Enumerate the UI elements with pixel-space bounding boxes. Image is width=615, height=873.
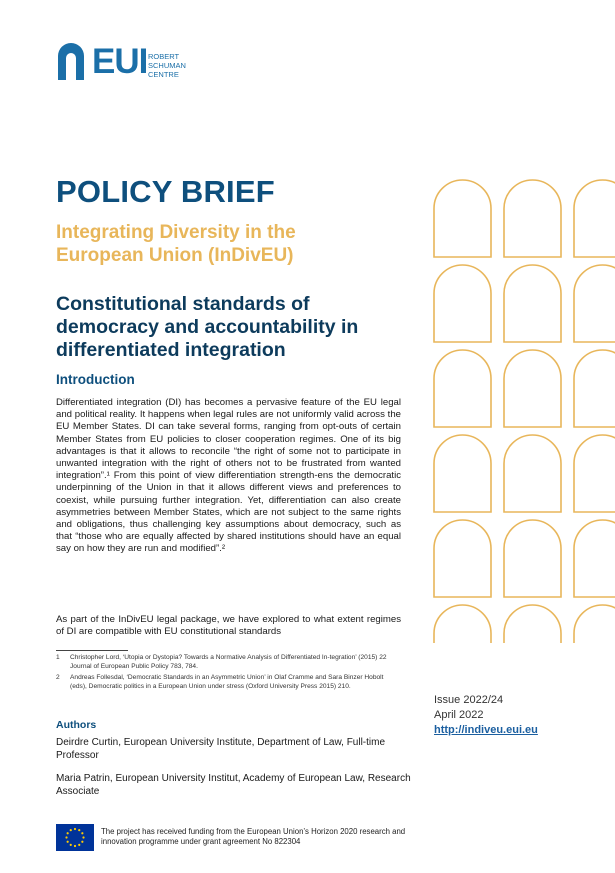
- eu-star: [70, 829, 72, 831]
- eui-arch-logo-icon: [56, 42, 86, 80]
- arch-shape: [434, 605, 491, 643]
- eu-star: [74, 828, 76, 830]
- eu-star: [65, 836, 67, 838]
- footnote-text: Andreas Follesdal, ‘Democratic Standards in an Asymmetric Union’ in Olaf Cramme and Sara Binzer Hobolt (eds), Democratic politics in a European Union under stress (Oxford University Press 2015) 210.: [70, 674, 384, 690]
- arch-grid-graphic: [430, 178, 615, 643]
- eu-star: [82, 836, 84, 838]
- arch-shape: [434, 180, 491, 257]
- eui-logo: [56, 42, 206, 84]
- funding-statement: The project has received funding from the European Union’s Horizon 2020 research and innovation programme under grant agreement No 822304: [101, 827, 406, 846]
- footnote: [56, 674, 401, 691]
- eui-subtitle-line-3: CENTRE: [148, 70, 179, 79]
- arch-shape: [574, 265, 615, 342]
- arch-shape: [434, 435, 491, 512]
- arch-shape: [574, 605, 615, 643]
- arch-shape: [434, 265, 491, 342]
- eui-subtitle-line-2: SCHUMAN: [148, 61, 186, 70]
- footnote-text: Christopher Lord, ‘Utopia or Dystopia? Towards a Normative Analysis of Differentiated In-tegration’ (2015) 22 Journal of European Public Policy 783, 784.: [70, 654, 387, 670]
- arch-shape: [574, 520, 615, 597]
- issue-date: April 2022: [434, 709, 484, 721]
- arch-shape: [504, 350, 561, 427]
- eu-star: [74, 845, 76, 847]
- eui-wordmark: EUI: [92, 42, 148, 81]
- issue-number: Issue 2022/24: [434, 694, 504, 706]
- arch-shape: [504, 520, 561, 597]
- arch-shape: [574, 180, 615, 257]
- introduction-paragraph-1: Differentiated integration (DI) has becomes a pervasive feature of the EU legal and political reality. It happens when legal rules are not uniformly valid across the EU Member States. DI can take several forms, ranging from opt-outs of certain Member States from EU policies to closer cooperation regimes. One of its big advantages is that it allows to reconcile “the right of some not to participate in unwanted integration with the right of others not to be frustrated from wanted integration”.¹ From this point of view differentiation strength-ens the democratic underpinning of the Union in that it allows different views and preferences to coexist, while pursuing further integration. Yet, differentiation can also create asymmetries between Member States, which are not subject to the same rights and obligations, thus challenging key assumptions about democracy, such as that “those who are equally affected by shared institutions should have an equal say on how they are run and modified”.²: [56, 397, 401, 555]
- arch-shape: [504, 180, 561, 257]
- eu-star: [78, 829, 80, 831]
- authors-heading: Authors: [56, 719, 97, 731]
- eu-star: [81, 832, 83, 834]
- eu-star: [67, 832, 69, 834]
- author-entry: Maria Patrin, European University Institut, Academy of European Law, Research Associate: [56, 773, 411, 797]
- arch-shape: [504, 265, 561, 342]
- footnotes: [56, 654, 401, 694]
- project-title: Integrating Diversity in the European Union (InDivEU): [56, 222, 296, 266]
- decorative-arch-pattern: [430, 178, 615, 643]
- document-title: Constitutional standards of democracy and accountability in differentiated integration: [56, 293, 359, 361]
- eui-subtitle-line-1: ROBERT: [148, 52, 180, 61]
- arch-shape: [434, 520, 491, 597]
- eu-star: [70, 844, 72, 846]
- introduction-paragraph-2: As part of the InDivEU legal package, we have explored to what extent regimes of DI are compatible with EU constitutional standards: [56, 614, 401, 638]
- footnote-number: 1: [56, 654, 60, 661]
- footnote-divider: [56, 650, 128, 651]
- eu-star: [78, 844, 80, 846]
- eu-star: [81, 841, 83, 843]
- eu-flag-icon: [56, 824, 94, 851]
- arch-shape: [504, 605, 561, 643]
- author-entry: Deirdre Curtin, European University Institute, Department of Law, Full-time Professor: [56, 737, 386, 761]
- footnote: [56, 654, 401, 671]
- footnote-number: 2: [56, 674, 60, 681]
- arch-shape: [574, 350, 615, 427]
- issue-info: [434, 693, 538, 738]
- arch-shape: [434, 350, 491, 427]
- introduction-heading: Introduction: [56, 372, 135, 387]
- eui-subtitle: [148, 52, 186, 79]
- eu-star: [67, 841, 69, 843]
- arch-shape: [574, 435, 615, 512]
- document-type-title: POLICY BRIEF: [56, 174, 275, 209]
- arch-shape: [504, 435, 561, 512]
- project-website-link[interactable]: http://indiveu.eui.eu: [434, 724, 538, 736]
